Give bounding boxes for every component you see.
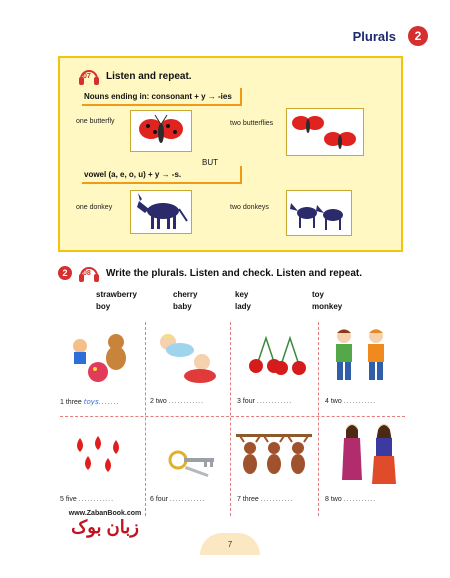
keys-image [164,440,220,482]
answer-1[interactable]: 1 three toys....... [60,398,120,406]
answer-6[interactable]: 6 four ............ [150,496,206,503]
page-heading [353,26,428,46]
toys-image [68,332,136,384]
unit-badge: 2 [408,26,428,46]
watermark-logo-text: زبان بوک [71,517,139,537]
exercise1-box [58,56,403,252]
answer-3[interactable]: 3 four ............ [237,398,293,405]
donkey-icon [131,191,191,233]
exercise1-header [78,66,192,86]
donkeys-image [286,190,352,236]
answer-8[interactable]: 8 two ........... [325,496,377,503]
boys-image [328,326,394,386]
rule-vowel-y: vowel (a, e, o, u) + y → -s. [82,166,240,184]
butterfly-icon [131,111,191,151]
watermark-url: www.ZabanBook.com [68,510,142,517]
butterflies-icon [287,109,363,155]
ladies-image [336,420,402,490]
babies-image [150,328,226,388]
exercise1-instruction: Listen and repeat. [106,70,192,82]
answer-4[interactable]: 4 two ........... [325,398,377,405]
word-baby: baby [173,302,192,311]
page-title: Plurals [352,28,396,44]
word-monkey: monkey [312,302,343,311]
answer-2[interactable]: 2 two ............ [150,398,205,405]
word-lady: lady [235,302,252,311]
grid-divider [145,322,146,516]
donkey-image [130,190,192,234]
track-number: 07 [83,73,91,80]
grid-divider [230,322,231,516]
word-boy: boy [96,302,111,311]
word-key: key [235,290,249,299]
word-strawberry: strawberry [96,290,137,299]
exercise2-number: 2 [58,266,72,280]
grid-divider [318,322,319,516]
answer-5[interactable]: 5 five ............ [60,496,115,503]
but-label: BUT [202,158,218,167]
caption-one-donkey: one donkey [76,204,113,211]
grid-row-divider [60,416,405,417]
butterflies-image [286,108,364,156]
strawberries-image [70,432,126,478]
exercise2-instruction: Write the plurals. Listen and check. Listen and repeat. [106,267,362,279]
exercise2-header [58,263,362,283]
cherries-image [244,332,308,380]
page-number: 7 [200,533,260,555]
donkeys-icon [287,191,351,235]
word-cherry: cherry [173,290,198,299]
caption-two-butterflies: two butterflies [230,120,274,127]
word-toy: toy [312,290,324,299]
caption-one-butterfly: one butterfly [76,118,115,125]
rule-consonant-y: Nouns ending in: consonant + y → -ies [82,88,240,106]
headphone-icon[interactable] [78,263,100,283]
monkeys-image [234,430,314,486]
headphone-icon[interactable] [78,66,100,86]
answer-7[interactable]: 7 three ........... [237,496,294,503]
track-number: 08 [83,270,91,277]
watermark-logo [0,510,210,538]
butterfly-image [130,110,192,152]
caption-two-donkeys: two donkeys [230,204,269,211]
